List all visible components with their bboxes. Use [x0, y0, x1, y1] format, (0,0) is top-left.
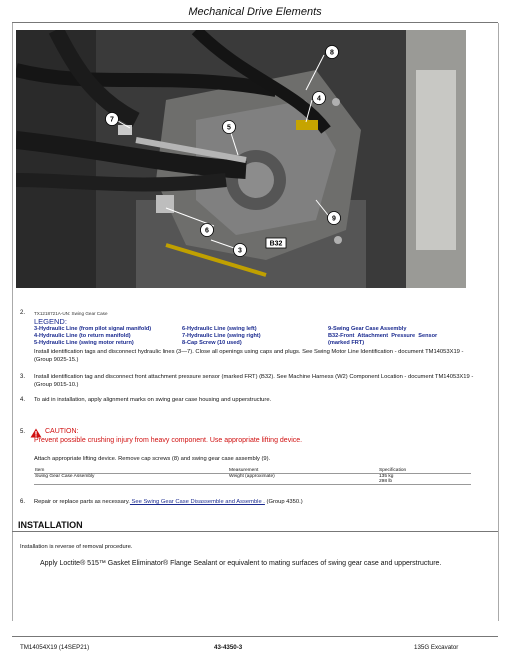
section-divider [12, 531, 498, 532]
spec-value-lb: 298 lb [379, 479, 393, 484]
legend-item: 4-Hydraulic Line (to return manifold) [34, 333, 131, 339]
step-5-number: 5. [20, 429, 26, 435]
footer-model: 135G Excavator [414, 644, 459, 651]
callout-b32-label: B32 [269, 240, 283, 248]
legend-item: 3-Hydraulic Line (from pilot signal manifold) [34, 326, 152, 332]
legend-item: B32-Front Attachment Pressure Sensor [328, 333, 438, 339]
table-header: Item [35, 468, 45, 473]
legend-row [34, 326, 471, 333]
caution-text: Prevent possible crushing injury from heavy component. Use appropriate lifting device. [34, 437, 303, 444]
spec-table [34, 468, 471, 485]
step-6-text [34, 498, 474, 506]
disassemble-assemble-link[interactable]: See Swing Gear Case Disassemble and Assemble . [129, 499, 265, 505]
legend-row [34, 340, 471, 347]
footer-page-number: 43-4350-3 [214, 644, 243, 651]
page-header-title: Mechanical Drive Elements [188, 6, 322, 18]
installation-note: Apply Loctite® 515™ Gasket Eliminator® Flange Sealant or equivalent to mating surfaces of swing gear case and upperstructure. [40, 560, 442, 567]
legend-item: 9-Swing Gear Case Assembly [328, 326, 407, 332]
callout-9-label: 9 [332, 215, 336, 223]
callout-4-label: 4 [317, 95, 321, 103]
spec-value-kg: 135 kg [379, 474, 394, 479]
installation-intro: Installation is reverse of removal procedure. [20, 544, 133, 550]
legend-item: (marked FRT) [328, 340, 365, 346]
table-cell [379, 474, 471, 484]
step-6-text-before: Repair or replace parts as necessary. [34, 499, 130, 505]
legend-row [34, 333, 471, 340]
table-header: Specification [379, 468, 407, 473]
step-3-number: 3. [20, 374, 26, 380]
legend-title: LEGEND: [34, 317, 67, 326]
legend-item: 5-Hydraulic Line (swing motor return) [34, 340, 134, 346]
legend-item: 7-Hydraulic Line (swing right) [182, 333, 261, 339]
table-cell: Weight (approximate) [229, 474, 275, 479]
callout-6-label: 6 [205, 227, 209, 235]
step-4-text: To aid in installation, apply alignment marks on swing gear case housing and upperstructure. [34, 397, 272, 403]
callout-3-label: 3 [238, 247, 242, 255]
callout-7-label: 7 [110, 116, 114, 124]
step-4-number: 4. [20, 397, 26, 403]
footer-document-id: TM14054X19 (14SEP21) [20, 644, 90, 651]
callout-5-label: 5 [227, 124, 231, 132]
step-6-number: 6. [20, 499, 26, 505]
caution-title: CAUTION: [45, 428, 79, 435]
step-2-text: Install identification tags and disconnect hydraulic lines (3—7). Close all openings using caps and plugs. See Swing Motor Line Identification - document TM14053X19 - (Group 9025-15.) [34, 349, 464, 363]
legend [34, 326, 471, 347]
table-header: Measurement [229, 468, 259, 473]
callout-8-label: 8 [330, 49, 334, 57]
figure-caption: TX1218721A-UN: Swing Gear Case [34, 311, 108, 316]
legend-item: 6-Hydraulic Line (swing left) [182, 326, 257, 332]
table-cell: Swing Gear Case Assembly [35, 474, 95, 479]
swing-gear-case-photo [16, 30, 466, 288]
table-row [34, 474, 471, 485]
step-6-text-after: (Group 4350.) [264, 499, 303, 505]
legend-item: 8-Cap Screw (10 used) [182, 340, 242, 346]
step-2-number: 2. [20, 310, 26, 316]
installation-heading: INSTALLATION [18, 520, 83, 530]
footer-divider [12, 636, 498, 637]
step-5-text: Attach appropriate lifting device. Remove cap screws (8) and swing gear case assembly (9). [34, 456, 271, 462]
step-3-text: Install identification tag and disconnect front attachment pressure sensor (marked FRT) (B32). See Machine Harness (W2) Component Location - document TM14053X19 - (Group 9015-10.) [34, 374, 474, 388]
